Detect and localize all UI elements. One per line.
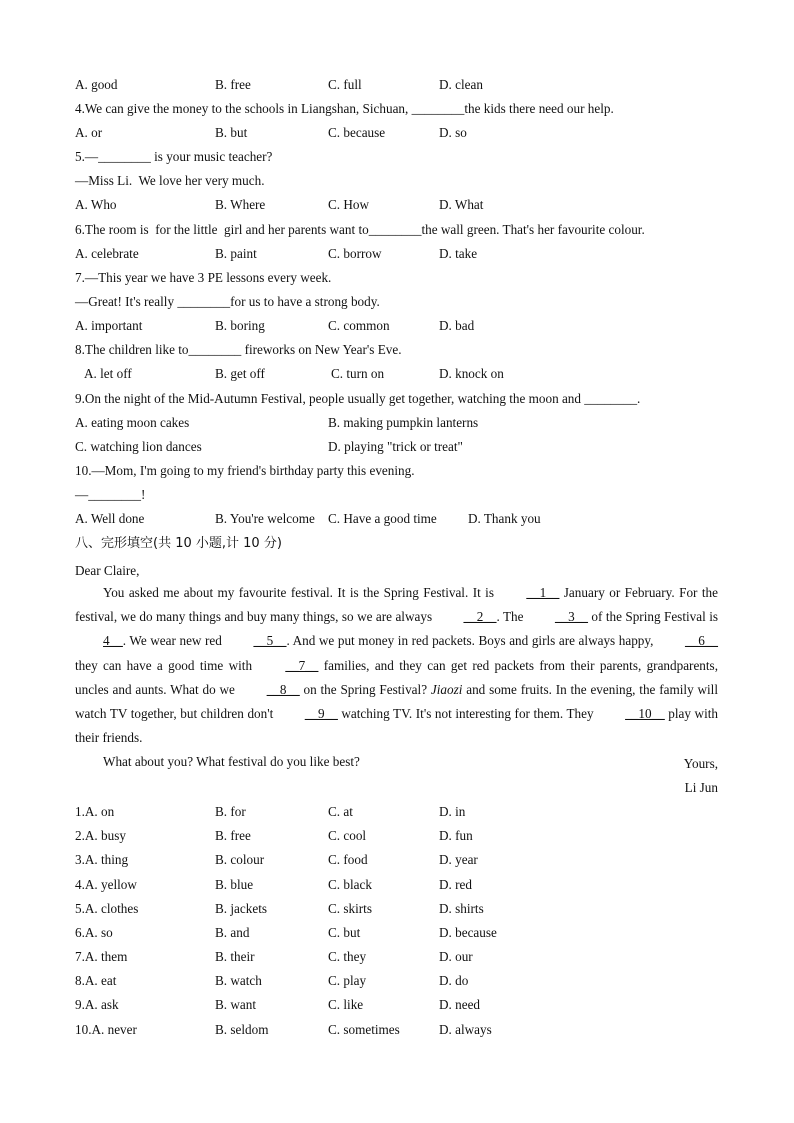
q5-option-c: C. How [328,197,370,212]
q6-option-b: B. paint [215,246,257,261]
cloze-10-option-a: 10.A. never [75,1022,137,1037]
cloze-blank-10: __10__ [625,706,665,722]
q9-option-a: A. eating moon cakes [75,415,190,430]
letter-text: watching TV. It's not interesting for them. They [337,706,598,722]
cloze-7-option-c: C. they [328,949,367,964]
cloze-10-option-b: B. seldom [215,1022,269,1037]
letter-text: You asked me about my favourite festival. It is the Spring Festival. It is [103,585,499,600]
q10-stem: 10.—Mom, I'm going to my friend's birthday party this evening. [75,463,415,478]
q4-option-a: A. or [75,125,103,140]
letter-text: . And we put money in red packets. Boys and girls are always happy, [286,633,658,649]
cloze-4-option-c: C. black [328,877,372,892]
q10-option-d: D. Thank you [468,511,541,526]
cloze-blank-3: __3__ [554,609,588,625]
letter-text: they can have a good time with [75,657,258,673]
cloze-9-option-d: D. need [439,997,481,1012]
cloze-2-option-c: C. cool [328,828,367,843]
cloze-1-option-b: B. for [215,804,246,819]
cloze-7-option-b: B. their [215,949,255,964]
cloze-3-option-d: D. year [439,852,478,867]
q3-option-a: A. good [75,77,118,92]
cloze-4-option-a: 4.A. yellow [75,877,137,892]
q9-option-d: D. playing "trick or treat" [328,439,463,454]
q7-option-a: A. important [75,318,143,333]
q10-option-a: A. Well done [75,511,145,526]
cloze-8-option-a: 8.A. eat [75,973,117,988]
cloze-1-option-c: C. at [328,804,353,819]
q7-option-d: D. bad [439,318,475,333]
q6-option-c: C. borrow [328,246,382,261]
cloze-5-option-a: 5.A. clothes [75,901,139,916]
cloze-5-option-b: B. jackets [215,901,268,916]
q7-reply: —Great! It's really ________for us to have a strong body. [75,294,380,309]
section-heading: 八、完形填空(共 10 小题,计 10 分) [75,536,282,551]
letter-text: on the Spring Festival? [299,681,431,697]
cloze-4-option-b: B. blue [215,877,254,892]
cloze-5-option-c: C. skirts [328,901,372,916]
cloze-10-option-d: D. always [439,1022,492,1037]
q9-option-b: B. making pumpkin lanterns [328,415,479,430]
q5-option-b: B. Where [215,197,266,212]
letter-text: January or February. For the festival, we do many things and buy many things, so we are always [75,585,718,625]
q4-option-d: D. so [439,125,467,140]
q7-option-c: C. common [328,318,390,333]
q5-stem: 5.—________ is your music teacher? [75,149,273,164]
letter-closing: Yours, [683,756,718,771]
q8-option-d: D. knock on [439,366,504,381]
cloze-8-option-b: B. watch [215,973,262,988]
letter-paragraph-2: What about you? What festival do you like best? [103,754,360,770]
q7-option-b: B. boring [215,318,265,333]
q9-stem: 9.On the night of the Mid-Autumn Festival, people usually get together, watching the moon and ________. [75,391,641,406]
q8-option-b: B. get off [215,366,265,381]
q8-option-c: C. turn on [331,366,385,381]
letter-text: of the Spring Festival is [587,609,719,625]
letter-text: families, and they can get red packets from their parents, grandparents, uncles and aunts. What do we [75,657,718,697]
cloze-3-option-c: C. food [328,852,368,867]
cloze-9-option-a: 9.A. ask [75,997,119,1012]
cloze-3-option-b: B. colour [215,852,265,867]
cloze-blank-7: __7__ [285,657,319,673]
cloze-7-option-d: D. our [439,949,473,964]
cloze-9-option-b: B. want [215,997,257,1012]
cloze-6-option-b: B. and [215,925,250,940]
q5-option-d: D. What [439,197,484,212]
q7-stem: 7.—This year we have 3 PE lessons every week. [75,270,332,285]
cloze-blank-1: __1__ [526,585,560,600]
q6-option-a: A. celebrate [75,246,139,261]
cloze-blank-4: 4__ [103,633,123,649]
cloze-2-option-b: B. free [215,828,251,843]
cloze-1-option-d: D. in [439,804,466,819]
letter-text: play with their friends. [75,706,718,746]
jiaozi-italic: Jiaozi [430,681,463,697]
q8-option-a: A. let off [84,366,132,381]
cloze-10-option-c: C. sometimes [328,1022,400,1037]
cloze-7-option-a: 7.A. them [75,949,128,964]
cloze-2-option-d: D. fun [439,828,473,843]
cloze-8-option-d: D. do [439,973,469,988]
letter-text: . We wear new red [122,633,226,649]
cloze-6-option-d: D. because [439,925,497,940]
q6-stem: 6.The room is for the little girl and her parents want to________the wall green. That's her favourite colour. [75,222,645,237]
q6-option-d: D. take [439,246,478,261]
q4-stem: 4.We can give the money to the schools in Liangshan, Sichuan, ________the kids there need our help. [75,101,614,116]
cloze-2-option-a: 2.A. busy [75,828,126,843]
cloze-6-option-c: C. but [328,925,361,940]
letter-body [75,581,718,775]
letter-text: . The [496,609,527,625]
cloze-blank-6: __6__ [685,633,718,649]
q10-reply: —________! [75,487,146,502]
cloze-3-option-a: 3.A. thing [75,852,129,867]
q10-option-b: B. You're welcome [215,511,315,526]
q4-option-b: B. but [215,125,248,140]
cloze-9-option-c: C. like [328,997,364,1012]
q4-option-c: C. because [328,125,386,140]
q3-option-b: B. free [215,77,251,92]
cloze-blank-8: __8__ [266,681,300,697]
letter-salutation: Dear Claire, [75,563,140,578]
cloze-blank-2: __2__ [463,609,497,625]
cloze-blank-5: __5__ [253,633,287,649]
q10-option-c: C. Have a good time [328,511,437,526]
cloze-blank-9: __9__ [304,706,338,722]
q5-reply: —Miss Li. We love her very much. [75,173,265,188]
q3-option-c: C. full [328,77,362,92]
q3-option-d: D. clean [439,77,483,92]
cloze-1-option-a: 1.A. on [75,804,115,819]
q9-option-c: C. watching lion dances [75,439,202,454]
q8-stem: 8.The children like to________ fireworks on New Year's Eve. [75,342,402,357]
letter-signature: Li Jun [684,780,718,795]
cloze-4-option-d: D. red [439,877,472,892]
letter-paragraph-1 [75,581,718,750]
cloze-5-option-d: D. shirts [439,901,484,916]
cloze-8-option-c: C. play [328,973,367,988]
q5-option-a: A. Who [75,197,117,212]
cloze-6-option-a: 6.A. so [75,925,113,940]
letter-text: and some fruits. In the evening, the family will watch TV together, but children don't [75,681,719,722]
